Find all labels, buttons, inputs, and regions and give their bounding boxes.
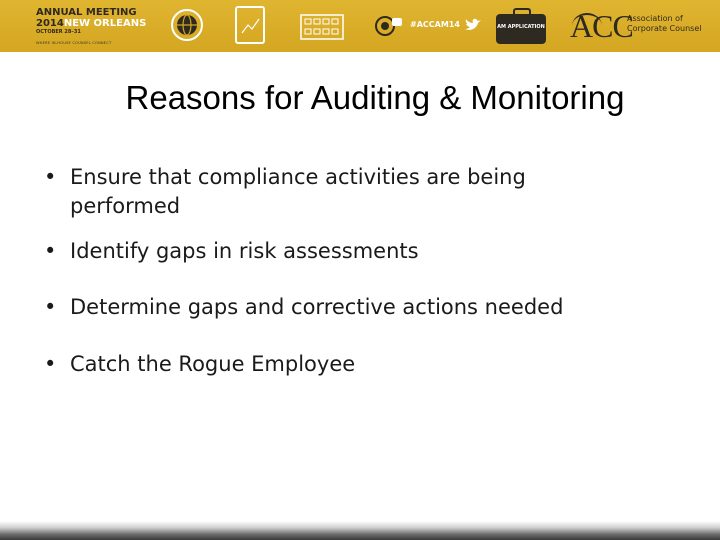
bullet-marker: • xyxy=(44,239,57,263)
bullet-item xyxy=(44,293,604,322)
tablet-icon xyxy=(234,5,266,45)
bullet-text xyxy=(70,163,604,221)
event-title-line1: ANNUAL MEETING xyxy=(36,7,137,18)
bullet-item xyxy=(44,237,604,266)
grid-icon xyxy=(300,14,344,40)
bottom-gradient-strip xyxy=(0,521,720,540)
slide-title: Reasons for Auditing & Monitoring xyxy=(125,79,625,116)
chat-icon xyxy=(374,14,404,38)
bag-icon xyxy=(496,14,546,44)
event-hashtag: #ACCAM14 xyxy=(410,20,460,29)
acc-org-line2: Corporate Counsel xyxy=(627,24,702,33)
event-dates: OCTOBER 28–31 xyxy=(36,29,81,35)
event-title xyxy=(36,7,146,29)
twitter-icon xyxy=(464,18,482,32)
globe-icon xyxy=(170,8,204,42)
bullet-item xyxy=(44,163,604,221)
bullet-item xyxy=(44,350,604,379)
bullet-text-line1: Ensure that compliance activities are being xyxy=(70,165,526,189)
acc-org-line1: Association of xyxy=(627,14,683,23)
event-tagline: WHERE IN-HOUSE COUNSEL CONNECT xyxy=(36,41,112,45)
bullet-marker: • xyxy=(44,352,57,376)
event-banner xyxy=(0,0,720,52)
event-year: 2014 xyxy=(36,18,64,29)
bullet-text: Catch the Rogue Employee xyxy=(70,352,356,376)
bag-label: AM APPLICATION xyxy=(497,24,545,30)
bullet-text: Identify gaps in risk assessments xyxy=(70,239,419,263)
acc-swoosh xyxy=(572,13,602,39)
bullet-text-line2: performed xyxy=(70,194,181,218)
acc-organization-name xyxy=(627,14,701,34)
event-city: NEW ORLEANS xyxy=(63,18,147,29)
bullet-text: Determine gaps and corrective actions needed xyxy=(70,295,564,319)
bullet-marker: • xyxy=(44,165,57,189)
acc-logo xyxy=(570,9,633,43)
acc-logo-text: ACC xyxy=(570,8,633,44)
bullet-marker: • xyxy=(44,295,57,319)
